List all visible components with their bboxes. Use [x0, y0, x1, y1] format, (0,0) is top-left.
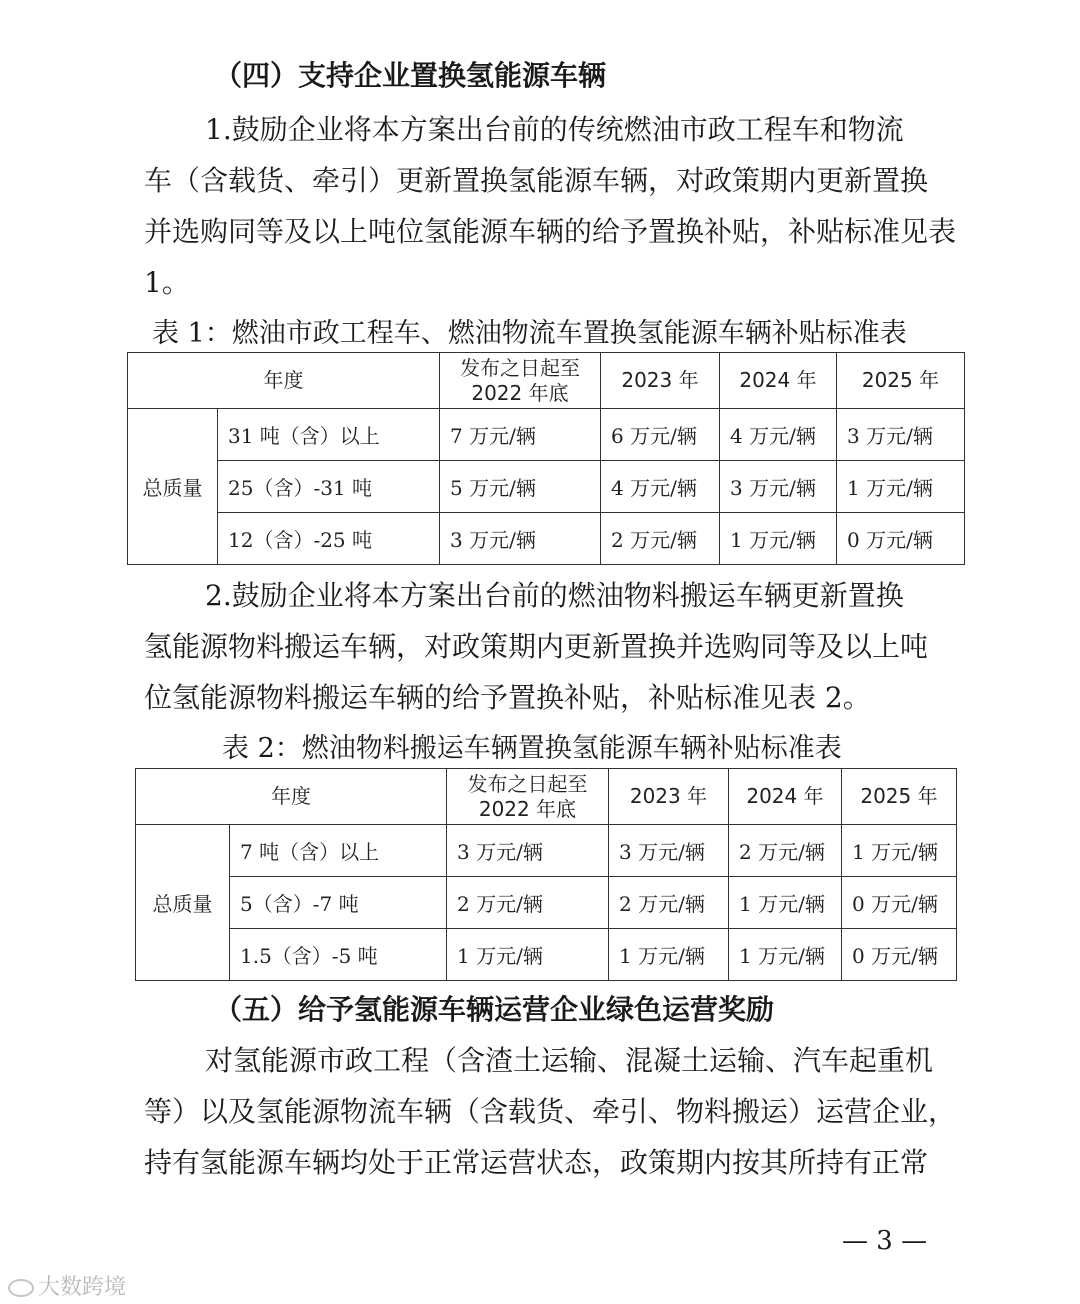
page-number: — 3 —	[842, 1226, 928, 1256]
paragraph-1-line-3: 并选购同等及以上吨位氢能源车辆的给予置换补贴，补贴标准见表	[144, 215, 957, 248]
subsidy-value: 2 万元/辆	[729, 825, 842, 877]
subsidy-value: 3 万元/辆	[609, 825, 729, 877]
subsidy-value: 3 万元/辆	[440, 513, 601, 565]
weight-range: 7 吨（含）以上	[230, 825, 447, 877]
paragraph-3-line-2: 等）以及氢能源物流车辆（含载货、牵引、物料搬运）运营企业，	[144, 1095, 957, 1128]
header-period-1-line-1: 发布之日起至	[467, 771, 588, 796]
subsidy-value: 1 万元/辆	[729, 877, 842, 929]
subsidy-value: 3 万元/辆	[720, 461, 837, 513]
header-year: 年度	[128, 353, 440, 409]
watermark-text: 大数跨境	[38, 1275, 127, 1300]
header-period-1-line-2: 2022 年底	[478, 796, 577, 821]
subsidy-value: 6 万元/辆	[601, 409, 720, 461]
subsidy-value: 1 万元/辆	[842, 825, 957, 877]
subsidy-value: 1 万元/辆	[729, 929, 842, 981]
subsidy-value: 3 万元/辆	[447, 825, 609, 877]
subsidy-value: 1 万元/辆	[609, 929, 729, 981]
subsidy-value: 2 万元/辆	[609, 877, 729, 929]
header-2023: 2023 年	[609, 769, 729, 825]
table-row	[128, 409, 965, 461]
subsidy-value: 7 万元/辆	[440, 409, 601, 461]
weight-range: 31 吨（含）以上	[218, 409, 440, 461]
subsidy-value: 4 万元/辆	[601, 461, 720, 513]
table-row	[136, 877, 957, 929]
header-period-1-line-1: 发布之日起至	[460, 355, 580, 380]
header-period-1	[447, 769, 609, 825]
header-2024: 2024 年	[720, 353, 837, 409]
subsidy-table-2	[135, 768, 957, 981]
table-row	[136, 929, 957, 981]
subsidy-value: 3 万元/辆	[837, 409, 965, 461]
paragraph-1-line-1: 1.鼓励企业将本方案出台前的传统燃油市政工程车和物流	[205, 113, 904, 146]
paragraph-3-line-1: 对氢能源市政工程（含渣土运输、混凝土运输、汽车起重机	[205, 1044, 934, 1077]
paragraph-2-line-1: 2.鼓励企业将本方案出台前的燃油物料搬运车辆更新置换	[205, 579, 904, 612]
header-period-1-line-2: 2022 年底	[471, 380, 569, 405]
weight-range: 12（含）-25 吨	[218, 513, 440, 565]
subsidy-value: 1 万元/辆	[447, 929, 609, 981]
weight-range: 1.5（含）-5 吨	[230, 929, 447, 981]
weight-range: 5（含）-7 吨	[230, 877, 447, 929]
subsidy-table-1	[127, 352, 965, 565]
header-2024: 2024 年	[729, 769, 842, 825]
weight-range: 25（含）-31 吨	[218, 461, 440, 513]
paragraph-3-line-3: 持有氢能源车辆均处于正常运营状态，政策期内按其所持有正常	[144, 1146, 929, 1179]
subsidy-value: 1 万元/辆	[837, 461, 965, 513]
table-row	[128, 461, 965, 513]
mass-label: 总质量	[136, 825, 230, 981]
subsidy-value: 2 万元/辆	[601, 513, 720, 565]
header-year: 年度	[136, 769, 447, 825]
mass-label: 总质量	[128, 409, 218, 565]
paragraph-2-line-3: 位氢能源物料搬运车辆的给予置换补贴，补贴标准见表 2。	[144, 681, 871, 714]
table-1-caption: 表 1：燃油市政工程车、燃油物流车置换氢能源车辆补贴标准表	[152, 318, 907, 349]
section-heading-5: （五）给予氢能源车辆运营企业绿色运营奖励	[214, 993, 775, 1026]
header-period-1	[440, 353, 601, 409]
subsidy-value: 0 万元/辆	[842, 877, 957, 929]
table-row	[128, 513, 965, 565]
subsidy-value: 4 万元/辆	[720, 409, 837, 461]
watermark-logo-icon	[8, 1279, 34, 1297]
table-2-caption: 表 2：燃油物料搬运车辆置换氢能源车辆补贴标准表	[222, 733, 842, 764]
watermark	[8, 1270, 126, 1301]
table-2-header-row	[136, 769, 957, 825]
subsidy-value: 1 万元/辆	[720, 513, 837, 565]
header-2023: 2023 年	[601, 353, 720, 409]
subsidy-value: 0 万元/辆	[842, 929, 957, 981]
paragraph-2-line-2: 氢能源物料搬运车辆，对政策期内更新置换并选购同等及以上吨	[144, 630, 929, 663]
paragraph-1-line-4: 1。	[144, 266, 190, 299]
section-heading-4: （四）支持企业置换氢能源车辆	[214, 59, 607, 92]
subsidy-value: 0 万元/辆	[837, 513, 965, 565]
header-2025: 2025 年	[842, 769, 957, 825]
subsidy-value: 5 万元/辆	[440, 461, 601, 513]
table-1-header-row	[128, 353, 965, 409]
paragraph-1-line-2: 车（含载货、牵引）更新置换氢能源车辆，对政策期内更新置换	[144, 164, 929, 197]
header-2025: 2025 年	[837, 353, 965, 409]
table-row	[136, 825, 957, 877]
subsidy-value: 2 万元/辆	[447, 877, 609, 929]
